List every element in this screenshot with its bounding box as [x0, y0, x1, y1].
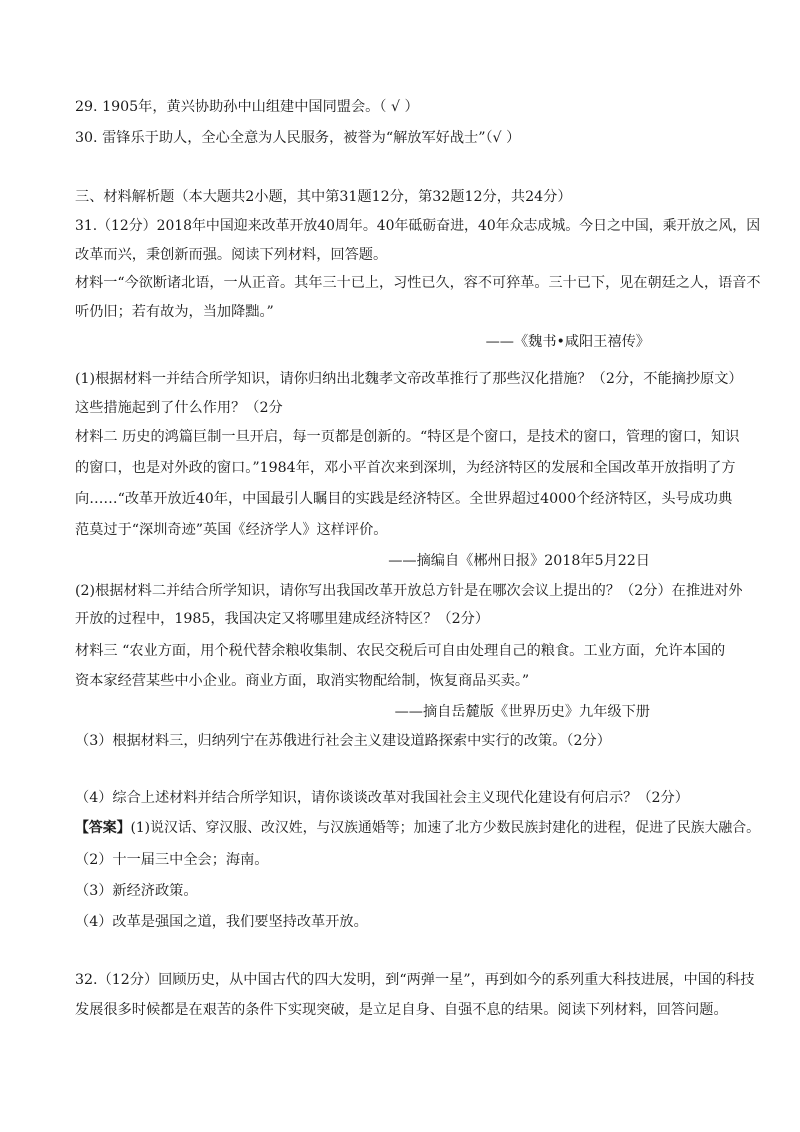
- material-3-line: 资本家经营某些中小企业。商业方面，取消实物配给制，恢复商品买卖。”: [75, 673, 530, 689]
- material-1-line: 听仍旧；若有故为，当加降黜。”: [75, 304, 274, 320]
- material-1-source: ——《魏书•咸阳王禧传》: [485, 334, 650, 350]
- answer-label: 【答案】: [75, 820, 131, 836]
- material-2-line: 的窗口，也是对外政的窗口。”1984年，邓小平首次来到深圳，为经济特区的发展和全国改革开放指明了方: [75, 460, 736, 476]
- answer-line-2: （2）十一届三中全会；海南。: [75, 852, 269, 868]
- sub-question-2-line: (2)根据材料二并结合所学知识，请你写出我国改革开放总方针是在哪次会议上提出的？（2分）在推进对外: [75, 583, 743, 599]
- q31-intro-line: 改革而兴，秉创新而强。阅读下列材料，回答题。: [75, 247, 388, 263]
- sub-question-4: （4）综合上述材料并结合所学知识，请你谈谈改革对我国社会主义现代化建设有何启示？（2分）: [75, 790, 689, 806]
- question-29: 29. 1905年，黄兴协助孙中山组建中国同盟会。（ √ ）: [75, 99, 419, 115]
- material-2-line: 范莫过于“深圳奇迹”英国《经济学人》这样评价。: [75, 522, 388, 538]
- material-3-source: ——摘自岳麓版《世界历史》九年级下册: [394, 704, 650, 720]
- material-2-line: 向……“改革开放近40年，中国最引人瞩目的实践是经济特区。全世界超过4000个经济特区，头号成功典: [75, 491, 733, 507]
- answer-line-1: [75, 818, 760, 838]
- section-3-heading: 三、材料解析题（本大题共2小题，其中第31题12分，第32题12分，共24分）: [75, 189, 572, 205]
- question-32-line: 发展很多时候都是在艰苦的条件下实现突破，是立足自身、自强不息的结果。阅读下列材料，回答问题。: [75, 1002, 728, 1018]
- material-2-source: ——摘编自《郴州日报》2018年5月22日: [388, 553, 650, 569]
- q31-intro-line: 31.（12分）2018年中国迎来改革开放40周年。40年砥砺奋进，40年众志成城。今日之中国，乘开放之风，因: [75, 218, 761, 234]
- question-32-line: 32.（12分）回顾历史，从中国古代的四大发明，到“两弹一星”，再到如今的系列重大科技进展，中国的科技: [75, 972, 755, 988]
- answer-line-4: （4）改革是强国之道，我们要坚持改革开放。: [75, 914, 368, 930]
- sub-question-1-line: (1)根据材料一并结合所学知识，请你归纳出北魏孝文帝改革推行了那些汉化措施？（2分，不能摘抄原文）: [75, 371, 743, 387]
- question-30: 30. 雷锋乐于助人，全心全意为人民服务，被誉为“解放军好战士”（√ ）: [75, 130, 521, 146]
- material-2-line: 材料二 历史的鸿篇巨制一旦开启，每一页都是创新的。“特区是个窗口，是技术的窗口，管理的窗口，知识: [75, 429, 740, 445]
- sub-question-3: （3）根据材料三，归纳列宁在苏俄进行社会主义建设道路探索中实行的改策。（2分）: [75, 733, 611, 749]
- answer-1-text: (1)说汉话、穿汉服、改汉姓，与汉族通婚等；加速了北方少数民族封建化的进程，促进了民族大融合。: [130, 820, 760, 836]
- material-1-line: 材料一“今欲断诸北语，一从正音。其年三十已上，习性已久，容不可猝革。三十已下，见在朝廷之人，语音不: [75, 275, 761, 291]
- sub-question-2-line: 开放的过程中，1985，我国决定又将哪里建成经济特区？（2分）: [75, 611, 490, 627]
- material-3-line: 材料三 “农业方面，用个税代替余粮收集制、农民交税后可自由处理自己的粮食。工业方面，允许本国的: [75, 643, 726, 659]
- answer-line-3: （3）新经济政策。: [75, 883, 198, 899]
- sub-question-1-line: 这些措施起到了什么作用？（2分: [75, 400, 283, 416]
